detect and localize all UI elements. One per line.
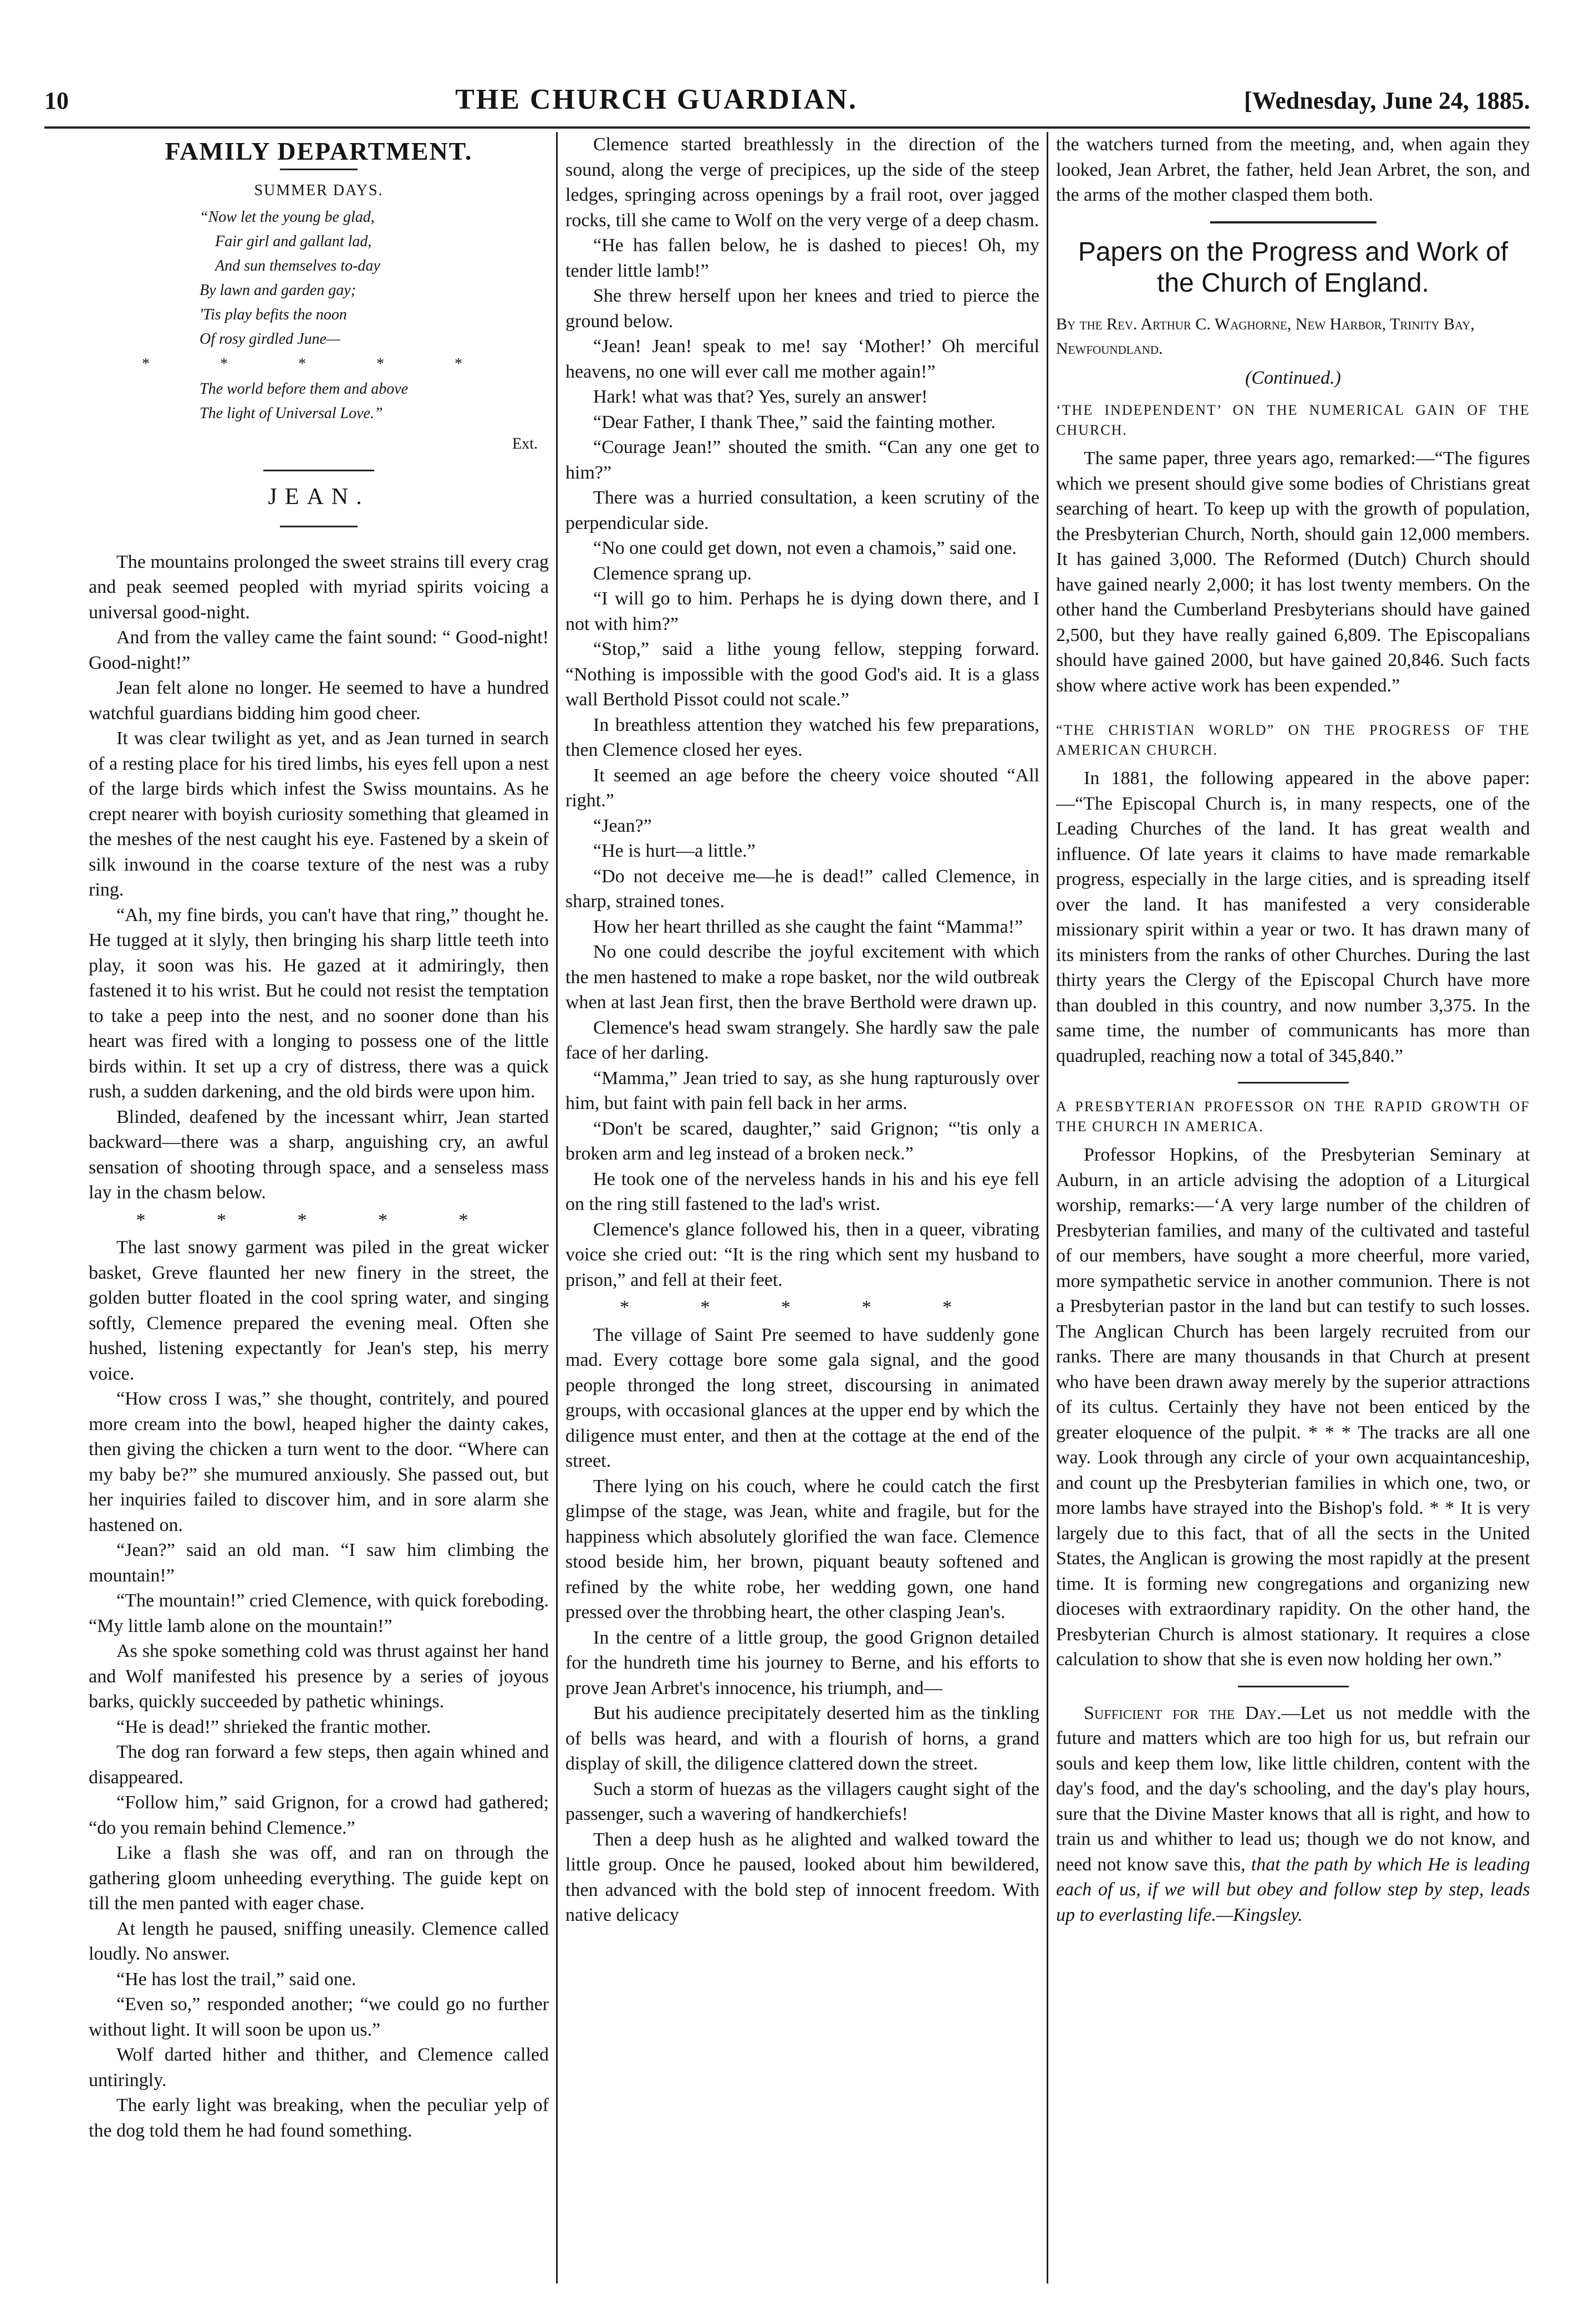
newspaper-title: THE CHURCH GUARDIAN.	[455, 84, 858, 115]
paragraph: She threw herself upon her knees and tried to pierce the ground below.	[565, 286, 1039, 332]
divider	[1238, 1082, 1349, 1084]
poem	[200, 205, 549, 352]
paragraph: Clemence started breathlessly in the direction of the sound, along the verge of precipices, up the side of the steep ledges, springing across openings by a frail root, over jagged rocks, till she came to Wolf on the very verge of a deep chasm.	[565, 134, 1039, 231]
paragraph: Professor Hopkins, of the Presbyterian Seminary at Auburn, in an article advising the adoption of a Liturgical worship, remarks:—‘A very large number of the children of Presbyterian families, and many of the cultivated and tasteful of our members, have sought a more cheerful, more varied, more sympathetic service in another communion. There is not a Presbyterian pastor in the land but can testify to such losses. The Anglican Church has been largely recruited from our ranks. There are many thousands in that Church at present who have been drawn away merely by the superior attractions of its cultus. Certainly they have not been enticed by the greater eloquence of the pulpit. * * * The tracks are all one way. Look through any circle of your own acquaintanceship, and count up the Presbyterian families in which one, two, or more lambs have strayed into the Bishop's fold. * * It is very largely due to this fact, that of all the sects in the United States, the Anglican is growing the most rapidly at the present time. It is forming new congregations and organizing new dioceses with extraordinary rapidity. On the other hand, the Presbyterian Church is almost stationary. It requires a close calculation to show that she is even now holding her own.”	[1056, 1145, 1530, 1670]
column-divider-1	[556, 132, 558, 2283]
story-title: JEAN.	[268, 484, 370, 510]
closing-body: —Let us not meddle with the future and matters which are too high for us, but refrain our souls and keep them low, like little children, content with the day's food, and the day's schooling, and the day's play hours, sure that the Divine Master knows that all is right, and how to train us and whither to lead us; though we do not know, and need not know save this,	[1056, 1702, 1530, 1875]
divider	[1238, 1686, 1349, 1687]
paragraph: “How cross I was,” she thought, contritely, and poured more cream into the bowl, heaped higher the dainty cakes, then giving the chicken a turn went to the door. “Where can my baby be?” she mumured anxiously. She passed out, but her inquiries failed to discover him, and in sore alarm she hastened on.	[89, 1389, 549, 1535]
paragraph: “Ah, my fine birds, you can't have that ring,” thought he. He tugged at it slyly, then bringing his sharp little teeth into play, it soon was his. He gazed at it admiringly, then fastened it to his wrist. But he could not resist the temptation to take a peep into the nest, and no sooner done than his heart was fired with a longing to possess one of the little birds within. It set up a cry of distress, there was a quick rush, a sudden darkening, and the old birds were upon him.	[89, 904, 549, 1102]
paragraph: “Jean?”	[593, 815, 652, 836]
subheading: “THE CHRISTIAN WORLD” ON THE PROGRESS OF THE AMERICAN CHURCH.	[1056, 722, 1530, 758]
poem-line: And sun themselves to-day	[215, 257, 380, 274]
paragraph: The mountains prolonged the sweet strains till every crag and peak seemed peopled with myriad spirits voicing a universal good-night.	[89, 551, 549, 623]
paragraph: The same paper, three years ago, remarked:—“The figures which we present should give some bodies of Christians great searching of heart. To keep up with the growth of population, the Presbyterian Church, North, should gain 12,000 members. It has gained 3,000. The Reformed (Dutch) Church should have gained nearly 2,000; it has lost twenty members. On the other hand the Cumberland Presbyterians should have gained 2,500, but they have really gained 6,809. The Episcopalians should have gained 2000, but have gained 20,846. Such facts show where active work has been expended.”	[1056, 448, 1530, 696]
column-divider-2	[1047, 132, 1048, 2283]
paragraph: Then a deep hush as he alighted and walked toward the little group. Once he paused, looked about him bewildered, then advanced with the bold step of innocent freedom. With native delicacy	[565, 1829, 1039, 1925]
paragraph: “He has lost the trail,” said one.	[116, 1969, 356, 1990]
paragraph: Jean felt alone no longer. He seemed to have a hundred watchful guardians bidding him good cheer.	[89, 678, 549, 724]
closing-italic: that the path by which He is leading each of us, if we will but obey and follow step by step, leads up to everlasting life.—Kingsley.	[1056, 1854, 1530, 1925]
paragraph: In 1881, the following appeared in the above paper:—“The Episcopal Church is, in many respects, one of the Leading Churches of the land. It has great wealth and influence. Of late years it claims to have made remarkable progress, especially in the large cities, and is spreading itself over the land. It has manifested a very considerable missionary spirit within a year or two. It has drawn many of its ministers from the ranks of other Churches. During the last thirty years the Clergy of the Episcopal Church have more than doubled in this country, and now number 3,375. In the same time, the number of communicants has more than quadrupled, reaching now a total of 345,840.”	[1056, 768, 1530, 1066]
poem-line: Fair girl and gallant lad,	[215, 233, 372, 250]
poem-title: SUMMER DAYS.	[254, 181, 384, 199]
paragraph: Wolf darted hither and thither, and Clemence called untiringly.	[89, 2044, 549, 2091]
paragraph: Such a storm of huezas as the villagers caught sight of the passenger, such a wavering of handkerchiefs!	[565, 1778, 1039, 1824]
divider	[263, 470, 374, 471]
poem-line: The light of Universal Love.”	[200, 404, 383, 422]
paragraph: “He is hurt—a little.”	[593, 841, 756, 861]
poem-line: By lawn and garden gay;	[200, 282, 356, 299]
column-3	[1056, 132, 1530, 2295]
poem-line: Of rosy girdled June—	[200, 330, 340, 348]
subheading: ‘THE INDEPENDENT’ ON THE NUMERICAL GAIN OF THE CHURCH.	[1056, 402, 1530, 438]
section-break-stars: * * * * *	[620, 1297, 985, 1318]
paragraph: And from the valley came the faint sound: “ Good-night! Good-night!”	[89, 627, 549, 673]
masthead-rule	[44, 126, 1530, 129]
paragraph: There lying on his couch, where he could catch the first glimpse of the stage, was Jean, white and fragile, but for the happiness which absolutely glorified the wan face. Clemence stood beside him, her brown, piquant beauty softened and refined by the white robe, her wedding gown, one hand pressed over the throbbing heart, the other clasping Jean's.	[565, 1476, 1039, 1623]
poem-line: The world before them and above	[200, 380, 409, 398]
paragraph: Like a flash she was off, and ran on through the gathering gloom unheeding everything. The guide kept on till the men panted with eager chase.	[89, 1843, 549, 1914]
paragraph: “Do not deceive me—he is dead!” called Clemence, in sharp, strained tones.	[565, 866, 1039, 912]
paragraph: The dog ran forward a few steps, then again whined and disappeared.	[89, 1742, 549, 1788]
paragraph: “Even so,” responded another; “we could go no further without light. It will soon be upon us.”	[89, 1994, 549, 2040]
subheading: A PRESBYTERIAN PROFESSOR ON THE RAPID GROWTH OF THE CHURCH IN AMERICA.	[1056, 1098, 1530, 1135]
poem-line: 'Tis play befits the noon	[200, 306, 347, 323]
closing-lead: Sufficient for the Day.	[1084, 1702, 1282, 1723]
paragraph: “Follow him,” said Grignon, for a crowd had gathered; “do you remain behind Clemence.”	[89, 1792, 549, 1838]
paragraph: “Jean?” said an old man. “I saw him climbing the mountain!”	[89, 1540, 549, 1586]
paragraph: There was a hurried consultation, a keen scrutiny of the perpendicular side.	[565, 487, 1039, 533]
poem-stars: * * * * *	[142, 355, 496, 373]
paragraph: Blinded, deafened by the incessant whirr, Jean started backward—there was a sharp, anguishing cry, an awful sensation of shooting through space, and a senseless mass lay in the chasm below.	[89, 1106, 549, 1203]
poem-line: “Now let the young be glad,	[200, 208, 375, 226]
poem-ending	[200, 377, 549, 426]
paragraph: “He is dead!” shrieked the frantic mother.	[116, 1716, 431, 1737]
paragraph: How her heart thrilled as she caught the faint “Mamma!”	[593, 916, 1023, 937]
paragraph: Clemence's head swam strangely. She hardly saw the pale face of her darling.	[565, 1017, 1039, 1063]
paragraph: In the centre of a little group, the good Grignon detailed for the hundreth time his journey to Berne, and his efforts to prove Jean Arbret's innocence, his triumph, and—	[565, 1627, 1039, 1698]
section-title: FAMILY DEPARTMENT.	[165, 137, 473, 165]
paragraph: In breathless attention they watched his few preparations, then Clemence closed her eyes.	[565, 714, 1039, 760]
paragraph: It was clear twilight as yet, and as Jean turned in search of a resting place for his tired limbs, his eyes fell upon a nest of the large birds which infest the Swiss mountains. As he crept nearer with boyish curiosity something that gleamed in the meshes of the nest caught his eye. Fastened by a skein of silk inwound in the coarse texture of the nest was a ruby ring.	[89, 728, 549, 900]
paragraph: As she spoke something cold was thrust against her hand and Wolf manifested his presence by a series of joyous barks, quickly succeeded by pathetic whinings.	[89, 1641, 549, 1712]
section-break-stars: * * * * *	[136, 1209, 502, 1230]
poem-attribution: Ext.	[512, 435, 538, 452]
paragraph: “Mamma,” Jean tried to say, as she hung rapturously over him, but faint with pain fell back in her arms.	[565, 1067, 1039, 1113]
paragraph: At length he paused, sniffing uneasily. Clemence called loudly. No answer.	[89, 1918, 549, 1964]
paragraph: “Courage Jean!” shouted the smith. “Can any one get to him?”	[565, 437, 1039, 483]
divider	[280, 169, 358, 170]
article-byline: By the Rev. Arthur C. Waghorne, New Harbor, Trinity Bay, Newfoundland.	[1056, 314, 1475, 358]
issue-date: [Wednesday, June 24, 1885.	[1244, 87, 1530, 114]
divider	[1210, 221, 1376, 223]
paragraph: The last snowy garment was piled in the great wicker basket, Greve flaunted her new finery in the street, the golden butter floated in the cool spring water, and singing softly, Clemence prepared the evening meal. Often she hushed, listening expectantly for Jean's step, his merry voice.	[89, 1237, 549, 1384]
article-title: Papers on the Progress and Work of the Church of England.	[1078, 237, 1508, 298]
paragraph: “Dear Father, I thank Thee,” said the fainting mother.	[593, 411, 996, 433]
paragraph: The village of Saint Pre seemed to have suddenly gone mad. Every cottage bore some gala signal, and the good people thronged the long street, discoursing in animated groups, with occasional glances at the upper end by which the diligence must enter, and then at the cottage at the end of the street.	[565, 1324, 1039, 1471]
masthead	[44, 83, 1530, 128]
paragraph: The early light was breaking, when the peculiar yelp of the dog told them he had found something.	[89, 2095, 549, 2141]
paragraph: He took one of the nerveless hands in his and his eye fell on the ring still fastened to the lad's wrist.	[565, 1168, 1039, 1214]
paragraph: “Stop,” said a lithe young fellow, stepping forward. “Nothing is impossible with the good God's aid. It is a glass wall Berthold Pissot could not scale.”	[565, 639, 1039, 710]
paragraph: But his audience precipitately deserted him as the tinkling of bells was heard, and with a flourish of horns, a grand display of skill, the diligence clattered down the street.	[565, 1703, 1039, 1774]
paragraph: Clemence sprang up.	[593, 563, 752, 584]
column-2	[565, 132, 1039, 2295]
paragraph: “He has fallen below, he is dashed to pieces! Oh, my tender little lamb!”	[565, 235, 1039, 281]
paragraph: Clemence's glance followed his, then in a queer, vibrating voice she cried out: “It is the ring which sent my husband to prison,” and fell at their feet.	[565, 1219, 1039, 1290]
divider	[280, 526, 358, 527]
paragraph: It seemed an age before the cheery voice shouted “All right.”	[565, 765, 1039, 811]
column-1	[89, 132, 549, 2295]
paragraph: “The mountain!” cried Clemence, with quick foreboding. “My little lamb alone on the mountain!”	[89, 1590, 549, 1636]
paragraph: No one could describe the joyful excitement with which the men hastened to make a rope basket, nor the wild outbreak when at last Jean first, then the brave Berthold were drawn up.	[565, 942, 1039, 1013]
closing-paragraph	[1056, 1701, 1530, 1928]
continued-label: (Continued.)	[1245, 367, 1341, 388]
paragraph: “No one could get down, not even a chamois,” said one.	[593, 538, 1017, 558]
paragraph: Hark! what was that? Yes, surely an answer!	[593, 386, 928, 407]
page-number: 10	[44, 87, 69, 114]
paragraph: “I will go to him. Perhaps he is dying down there, and I not with him?”	[565, 588, 1039, 634]
paragraph: the watchers turned from the meeting, and, when again they looked, Jean Arbret, the father, held Jean Arbret, the son, and the arms of the mother clasped them both.	[1056, 134, 1530, 205]
paragraph: “Jean! Jean! speak to me! say ‘Mother!’ Oh merciful heavens, no one will ever call me mother again!”	[565, 336, 1039, 382]
paragraph: “Don't be scared, daughter,” said Grignon; “'tis only a broken arm and leg instead of a broken neck.”	[565, 1118, 1039, 1164]
